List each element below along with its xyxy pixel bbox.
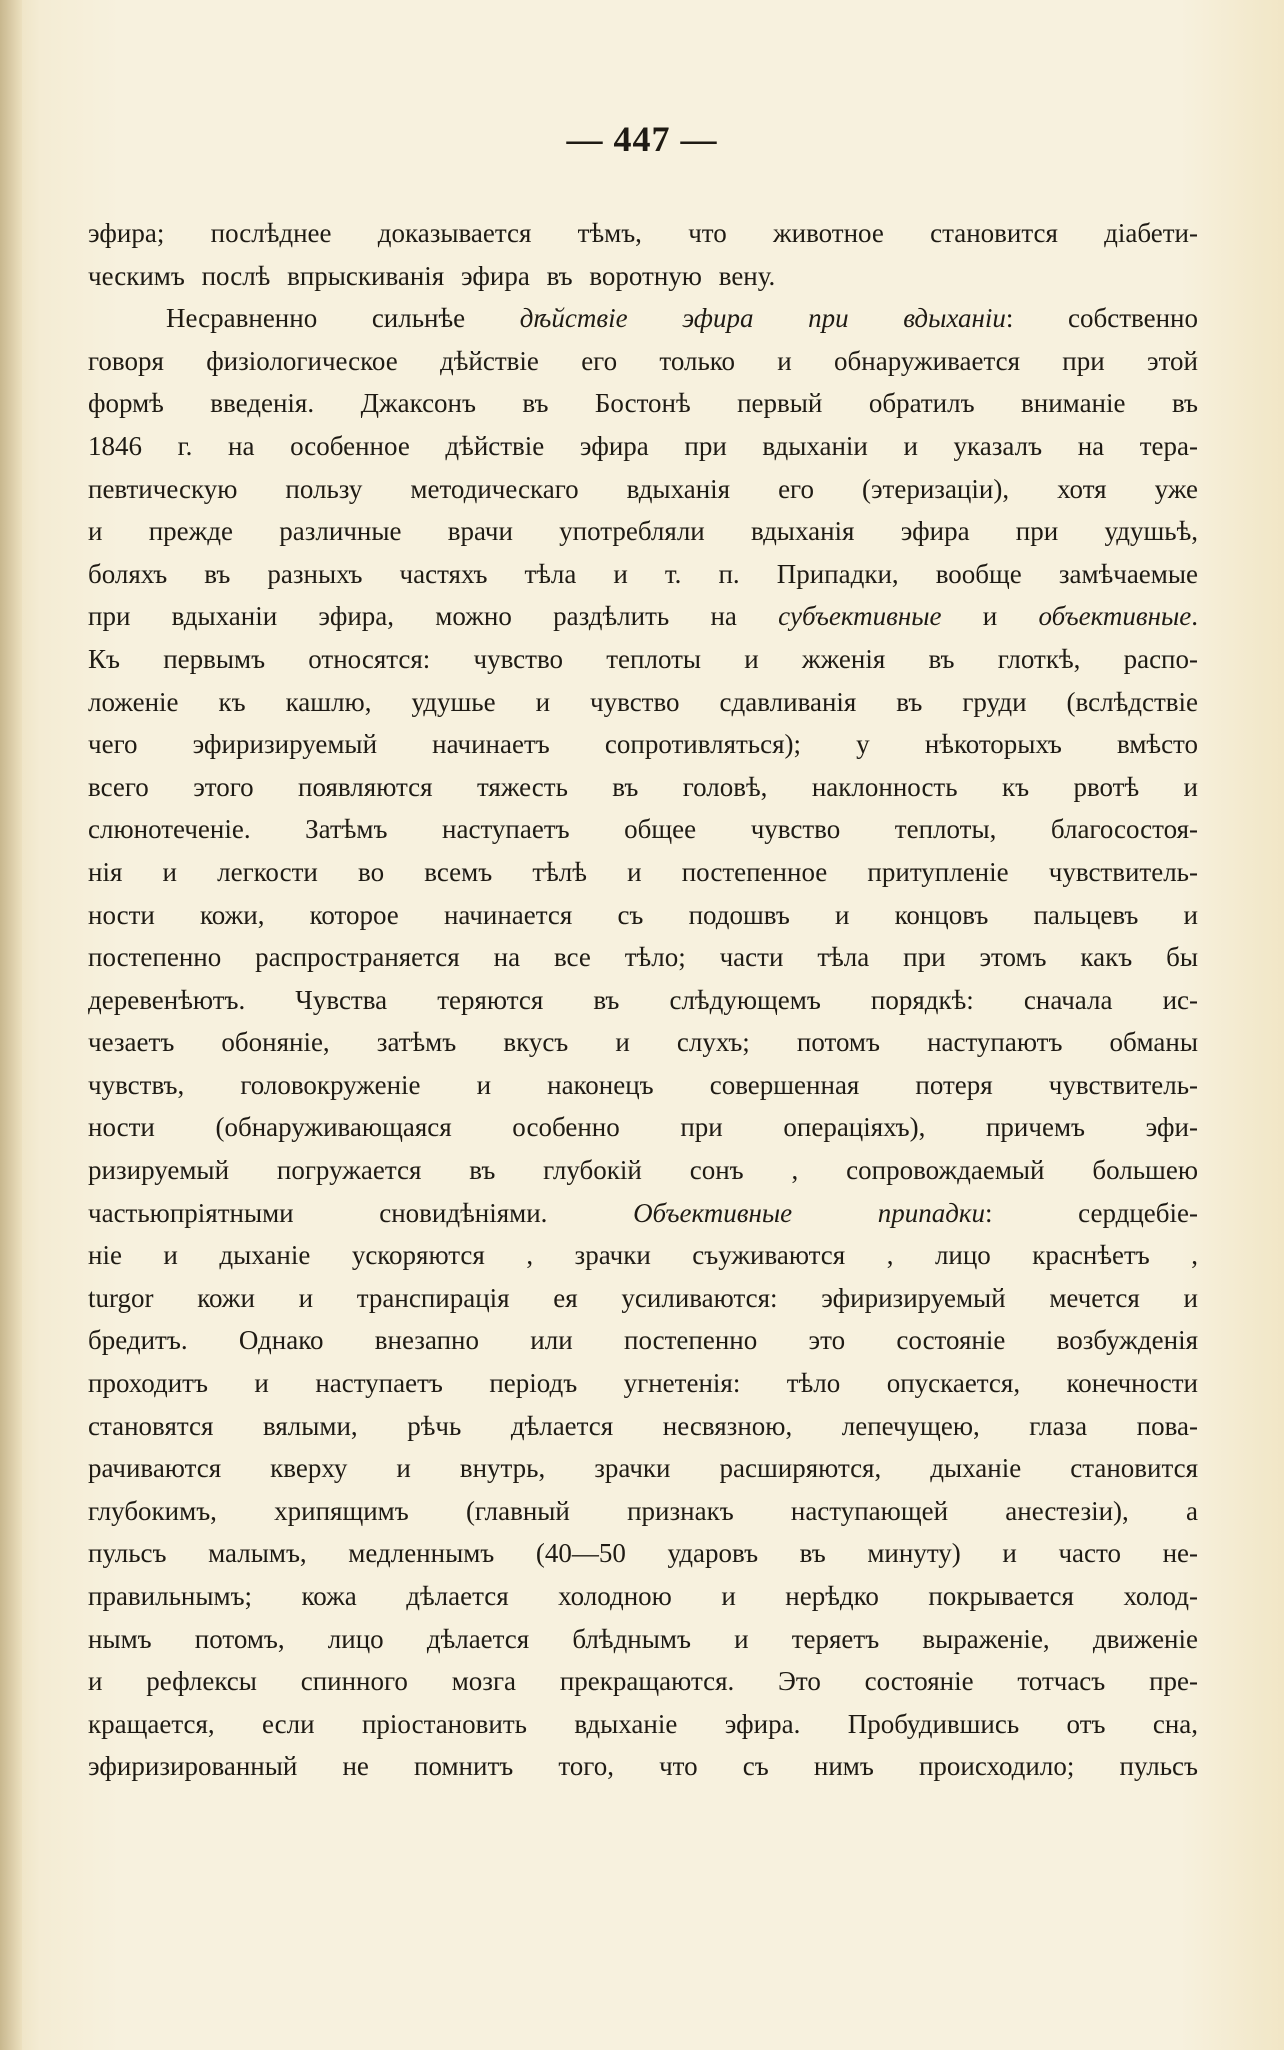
text-line bbox=[88, 1703, 1198, 1746]
text-segment: чего эфиризируемый начинаетъ сопротивляться); у нѣкоторыхъ вмѣсто bbox=[88, 729, 1198, 760]
text-line bbox=[88, 723, 1198, 766]
text-segment: рачиваются кверху и внутрь, зрачки расширяются, дыханіе становится bbox=[88, 1453, 1198, 1484]
text-line bbox=[88, 1021, 1198, 1064]
text-line bbox=[88, 1362, 1198, 1405]
text-line bbox=[88, 212, 1198, 255]
text-segment: turgor кожи и транспирація ея усиливаются: эфиризируемый мечется и bbox=[88, 1282, 1198, 1313]
text-line bbox=[88, 1405, 1198, 1448]
text-segment: пульсъ малымъ, медленнымъ (40—50 ударовъ въ минуту) и часто не- bbox=[88, 1538, 1198, 1569]
text-line bbox=[88, 894, 1198, 937]
text-segment: проходитъ и наступаетъ періодъ угнетенія: тѣло опускается, конечности bbox=[88, 1368, 1198, 1399]
text-line bbox=[88, 766, 1198, 809]
text-line bbox=[88, 1575, 1198, 1618]
text-line bbox=[88, 1192, 1198, 1235]
text-segment: Къ первымъ относятся: чувство теплоты и жженія въ глоткѣ, распо- bbox=[88, 643, 1198, 674]
text-line bbox=[88, 553, 1198, 596]
text-segment: : сердцебіе- bbox=[985, 1197, 1198, 1228]
text-line bbox=[88, 936, 1198, 979]
text-segment: нымъ потомъ, лицо дѣлается блѣднымъ и теряетъ выраженіе, движеніе bbox=[88, 1623, 1198, 1654]
text-segment: всего этого появляются тяжесть въ головѣ, наклонность къ рвотѣ и bbox=[88, 771, 1198, 802]
text-segment: чувствъ, головокруженіе и наконецъ совершенная потеря чувствитель- bbox=[88, 1069, 1198, 1100]
text-segment: эфира; послѣднее доказывается тѣмъ, что животное становится діабети- bbox=[88, 218, 1198, 248]
text-line bbox=[88, 255, 1198, 298]
text-line bbox=[88, 681, 1198, 724]
text-segment: ложеніе къ кашлю, удушье и чувство сдавливанія въ груди (вслѣдствіе bbox=[88, 686, 1198, 717]
text-segment: ческимъ послѣ впрыскиванія эфира въ воротную вену. bbox=[88, 260, 776, 291]
text-line bbox=[88, 1319, 1198, 1362]
text-segment: ности кожи, которое начинается съ подошвъ и концовъ пальцевъ и bbox=[88, 899, 1198, 930]
text-segment: при вдыханіи эфира, можно раздѣлить на bbox=[88, 601, 779, 632]
text-segment: Несравненно сильнѣе bbox=[166, 303, 520, 334]
text-segment: формѣ введенія. Джаксонъ въ Бостонѣ первый обратилъ вниманіе въ bbox=[88, 388, 1198, 419]
text-segment: боляхъ въ разныхъ частяхъ тѣла и т. п. Припадки, вообще замѣчаемые bbox=[88, 558, 1198, 589]
text-line bbox=[88, 1106, 1198, 1149]
page-number: — 447 — bbox=[566, 119, 718, 159]
italic-phrase: субъективные bbox=[778, 601, 942, 632]
text-segment: и рефлексы спинного мозга прекращаются. Это состояніе тотчасъ пре- bbox=[88, 1666, 1198, 1697]
text-line bbox=[88, 468, 1198, 511]
text-line bbox=[88, 1745, 1198, 1788]
text-line bbox=[88, 1490, 1198, 1533]
text-line bbox=[88, 1618, 1198, 1661]
text-segment: ности (обнаруживающаяся особенно при операціяхъ), причемъ эфи- bbox=[88, 1112, 1198, 1143]
text-line bbox=[88, 1149, 1198, 1192]
text-segment: бредитъ. Однако внезапно или постепенно это состояніе возбужденія bbox=[88, 1325, 1198, 1356]
text-line bbox=[88, 979, 1198, 1022]
text-segment: кращается, если пріостановить вдыханіе эфира. Пробудившись отъ сна, bbox=[88, 1708, 1198, 1739]
text-segment: эфиризированный не помнитъ того, что съ нимъ происходило; пульсъ bbox=[88, 1751, 1198, 1782]
text-line bbox=[88, 1532, 1198, 1575]
page-binding-edge bbox=[0, 0, 22, 2050]
text-line bbox=[88, 638, 1198, 681]
text-segment: деревенѣютъ. Чувства теряются въ слѣдующемъ порядкѣ: сначала ис- bbox=[88, 984, 1198, 1015]
text-segment: . bbox=[1191, 601, 1198, 632]
text-line bbox=[88, 851, 1198, 894]
text-line bbox=[88, 340, 1198, 383]
text-segment: постепенно распространяется на все тѣло; части тѣла при этомъ какъ бы bbox=[88, 942, 1198, 973]
text-line bbox=[88, 1660, 1198, 1703]
italic-phrase: Объективные припадки bbox=[633, 1197, 986, 1228]
text-segment: чезаетъ обоняніе, затѣмъ вкусъ и слухъ; потомъ наступаютъ обманы bbox=[88, 1027, 1198, 1058]
text-line bbox=[88, 1064, 1198, 1107]
text-segment: частьюпріятными сновидѣніями. bbox=[88, 1197, 634, 1228]
text-segment: говоря физіологическое дѣйствіе его только и обнаруживается при этой bbox=[88, 345, 1198, 376]
text-line bbox=[88, 382, 1198, 425]
text-segment: ніе и дыханіе ускоряются , зрачки съуживаются , лицо краснѣетъ , bbox=[88, 1240, 1198, 1271]
italic-phrase: объективные bbox=[1038, 601, 1192, 632]
text-line bbox=[88, 297, 1198, 340]
body-text bbox=[88, 212, 1198, 1788]
text-line bbox=[88, 595, 1198, 638]
text-line bbox=[88, 425, 1198, 468]
text-segment: певтическую пользу методическаго вдыханія его (этеризаціи), хотя уже bbox=[88, 473, 1198, 504]
text-line bbox=[88, 1447, 1198, 1490]
italic-phrase: дѣйствіе эфира при вдыханіи bbox=[519, 303, 1006, 334]
text-segment: правильнымъ; кожа дѣлается холодною и нерѣдко покрывается холод- bbox=[88, 1581, 1198, 1611]
text-segment: и bbox=[941, 601, 1039, 632]
text-segment: нія и легкости во всемъ тѣлѣ и постепенное притупленіе чувствитель- bbox=[88, 856, 1198, 887]
text-segment: 1846 г. на особенное дѣйствіе эфира при вдыханіи и указалъ на тера- bbox=[88, 430, 1198, 461]
text-line bbox=[88, 1234, 1198, 1277]
text-segment: ризируемый погружается въ глубокій сонъ , сопровождаемый большею bbox=[88, 1155, 1198, 1186]
text-segment: становятся вялыми, рѣчь дѣлается несвязною, лепечущею, глаза пова- bbox=[88, 1410, 1198, 1441]
text-segment: и прежде различные врачи употребляли вдыханія эфира при удушьѣ, bbox=[88, 516, 1198, 547]
text-line bbox=[88, 1277, 1198, 1320]
text-segment: глубокимъ, хрипящимъ (главный признакъ наступающей анестезіи), а bbox=[88, 1495, 1198, 1526]
text-segment: : собственно bbox=[1005, 303, 1198, 334]
text-segment: слюнотеченіе. Затѣмъ наступаетъ общее чувство теплоты, благосостоя- bbox=[88, 814, 1198, 845]
text-line bbox=[88, 510, 1198, 553]
text-line bbox=[88, 808, 1198, 851]
